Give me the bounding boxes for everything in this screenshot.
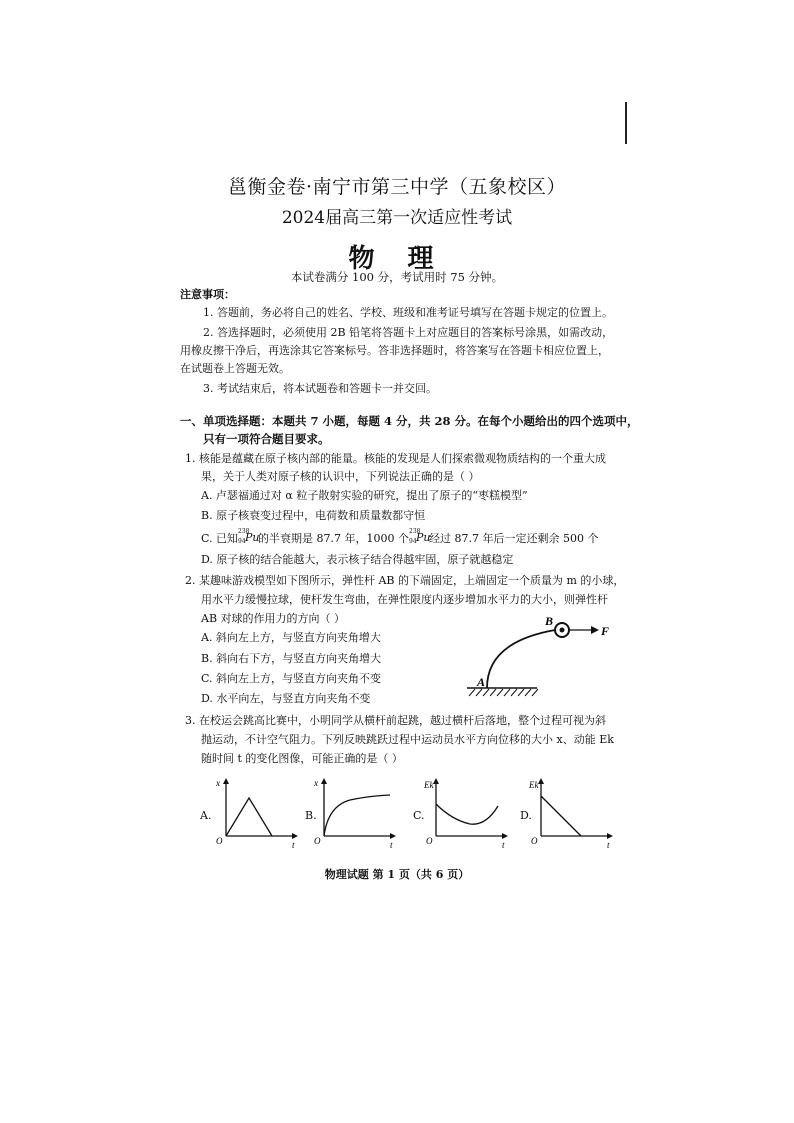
notice-item-3: 3. 考试结束后，将本试题卷和答题卡一并交回。	[203, 382, 437, 395]
q1-option-a: A. 卢瑟福通过对 α 粒子散射实验的研究，提出了原子的“枣糕模型”	[201, 489, 528, 502]
q1-option-b: B. 原子核衰变过程中，电荷数和质量数都守恒	[201, 509, 426, 522]
graph-d-origin: O	[531, 836, 538, 846]
graph-b-y-label: x	[314, 778, 318, 788]
graph-a	[212, 776, 302, 848]
q3-stem-line-1: 3. 在校运会跳高比赛中，小明同学从横杆前起跳，越过横杆后落地，整个过程可视为斜	[185, 714, 606, 727]
notice-title: 注意事项：	[180, 288, 235, 301]
section-1-heading-line-1: 一、单项选择题：本题共 7 小题，每题 4 分，共 28 分。在每个小题给出的四个选项中，	[180, 414, 639, 428]
label-a: A	[477, 675, 486, 689]
q2-elastic-rod-diagram	[455, 612, 625, 707]
isotope-atomic-number: 94	[238, 538, 246, 545]
label-b: B	[545, 614, 554, 628]
graph-d-y-label: Ek	[529, 780, 539, 790]
q2-option-c: C. 斜向左上方，与竖直方向夹角不变	[201, 672, 382, 685]
ground-hatching	[469, 689, 538, 696]
q2-stem-line-1: 2. 某趣味游戏模型如下图所示，弹性杆 AB 的下端固定，上端固定一个质量为 m 的小球，	[185, 574, 625, 587]
graph-d-x-label: t	[607, 840, 610, 848]
graph-d-letter: D.	[520, 809, 532, 822]
isotope-atomic-number-2: 94	[409, 538, 417, 545]
q1-option-d: D. 原子核的结合能越大，表示核子结合得越牢固，原子就越稳定	[201, 553, 514, 566]
graph-c-origin: O	[426, 836, 433, 846]
isotope-mass-number: 238	[238, 528, 250, 535]
notice-item-2-line-2: 用橡皮擦干净后，再选涂其它答案标号。答非选择题时，将答案写在答题卡相应位置上，	[180, 344, 609, 357]
graph-a-curve	[226, 798, 272, 836]
plutonium-isotope-2	[409, 528, 431, 545]
exam-series-title: 邕衡金卷·南宁市第三中学（五象校区）	[227, 176, 567, 198]
graph-c	[422, 776, 512, 848]
q2-stem-line-3: AB 对球的作用力的方向（ ）	[201, 612, 346, 625]
q2-option-a: A. 斜向左上方，与竖直方向夹角增大	[201, 631, 381, 644]
section-1-heading-line-2: 只有一项符合题目要求。	[203, 432, 330, 446]
exam-name-title: 2024届高三第一次适应性考试	[281, 208, 513, 228]
q1-option-c-suffix: 经过 87.7 年后一定还剩余 500 个	[429, 532, 599, 545]
isotope-symbol-2: Pu	[416, 531, 431, 544]
graph-c-x-label: t	[502, 840, 505, 848]
subject-title: 物 理	[348, 244, 446, 274]
graph-b-origin: O	[314, 836, 321, 846]
q3-stem-line-3: 随时间 t 的变化图像，可能正确的是（ ）	[201, 752, 403, 765]
exam-info: 本试卷满分 100 分，考试用时 75 分钟。	[290, 270, 504, 284]
graph-b-letter: B.	[305, 809, 317, 822]
q1-option-c-prefix: C. 已知	[201, 532, 239, 545]
graph-a-letter: A.	[200, 809, 212, 822]
q1-stem-line-1: 1. 核能是蕴藏在原子核内部的能量。核能的发现是人们探索微观物质结构的一个重大成	[185, 452, 606, 465]
graph-b-x-label: t	[390, 840, 393, 848]
graph-d	[527, 776, 617, 848]
arrow-head	[591, 626, 599, 634]
elastic-rod-ab	[487, 630, 555, 688]
graph-a-y-label: x	[216, 778, 220, 788]
plutonium-isotope	[238, 528, 260, 545]
graph-b	[310, 776, 400, 848]
q2-option-b: B. 斜向右下方，与竖直方向夹角增大	[201, 652, 382, 665]
notice-item-2-line-3: 在试题卷上答题无效。	[180, 362, 290, 375]
q3-stem-line-2: 抛运动，不计空气阻力。下列反映跳跃过程中运动员水平方向位移的大小 x、动能 Ek	[201, 733, 614, 746]
q1-stem-line-2: 果，关于人类对原子核的认识中，下列说法正确的是（ ）	[201, 470, 480, 483]
graph-d-curve	[541, 796, 581, 836]
notice-item-2-line-1: 2. 答选择题时，必须使用 2B 铅笔将答题卡上对应题目的答案标号涂黑，如需改动，	[203, 326, 614, 339]
graph-c-y-label: Ek	[424, 780, 434, 790]
graph-c-letter: C.	[413, 809, 425, 822]
isotope-symbol: Pu	[245, 531, 260, 544]
q1-option-c	[201, 528, 599, 546]
q2-stem-line-2: 用水平力缓慢拉球，使杆发生弯曲，在弹性限度内逐步增加水平力的大小，则弹性杆	[201, 593, 608, 606]
graph-a-x-label: t	[292, 840, 295, 848]
binding-margin-line	[625, 102, 627, 144]
q2-option-d: D. 水平向左，与竖直方向夹角不变	[201, 692, 371, 705]
isotope-mass-number-2: 238	[409, 528, 421, 535]
notice-item-1: 1. 答题前，务必将自己的姓名、学校、班级和准考证号填写在答题卡规定的位置上。	[203, 306, 613, 319]
label-f: F	[601, 624, 610, 638]
q1-option-c-middle: 的半衰期是 87.7 年，1000 个	[258, 532, 410, 545]
graph-c-curve	[436, 804, 498, 824]
graph-b-curve	[324, 795, 390, 836]
graph-a-origin: O	[216, 836, 223, 846]
page-footer: 物理试题 第 1 页（共 6 页）	[324, 868, 470, 881]
